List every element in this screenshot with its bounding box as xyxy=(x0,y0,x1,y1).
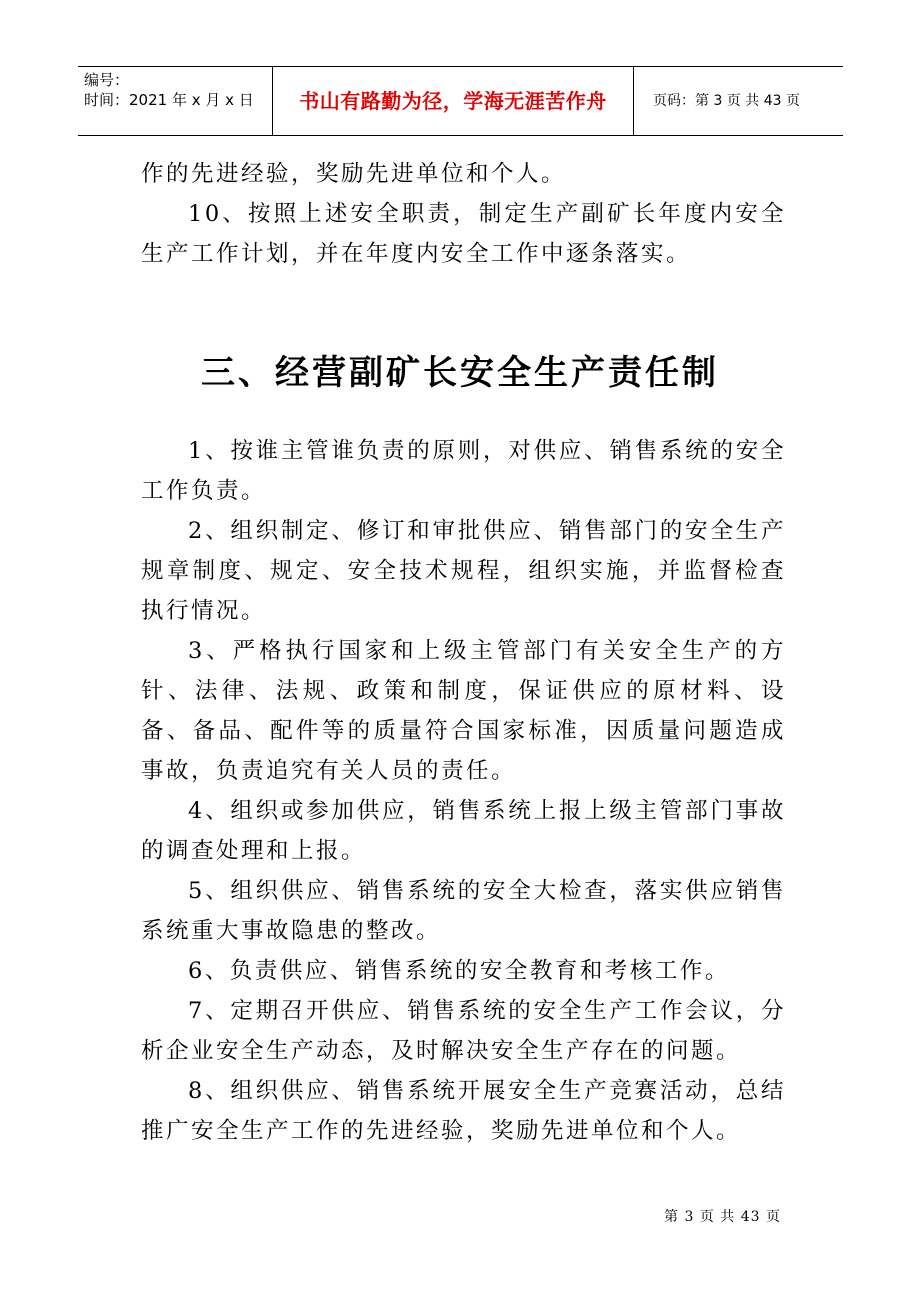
document-time: 时间：2021 年 x 月 x 日 xyxy=(84,91,254,109)
header-motto: 书山有路勤为径，学海无涯苦作舟 xyxy=(299,89,607,113)
list-item: 3、严格执行国家和上级主管部门有关安全生产的方针、法律、法规、政策和制度，保证供应的原材料、设备、备品、配件等的质量符合国家标准，因质量问题造成事故，负责追究有关人员的责任。 xyxy=(141,638,786,784)
body-top xyxy=(141,154,786,274)
paragraph-item-10: 10、按照上述安全职责，制定生产副矿长年度内安全生产工作计划，并在年度内安全工作中逐条落实。 xyxy=(141,201,786,267)
page-header xyxy=(78,66,843,136)
section-title: 三、经营副矿长安全生产责任制 xyxy=(201,353,719,393)
header-page-info xyxy=(643,67,843,135)
list-item: 8、组织供应、销售系统开展安全生产竞赛活动，总结推广安全生产工作的先进经验，奖励先进单位和个人。 xyxy=(141,1078,786,1144)
list-item: 5、组织供应、销售系统的安全大检查，落实供应销售系统重大事故隐患的整改。 xyxy=(141,878,786,944)
header-page-info-text: 页码：第 3 页 共 43 页 xyxy=(653,93,800,109)
list-item: 6、负责供应、销售系统的安全教育和考核工作。 xyxy=(188,958,730,984)
section-items xyxy=(141,431,786,1151)
page-footer: 第 3 页 共 43 页 xyxy=(664,1209,781,1225)
list-item: 7、定期召开供应、销售系统的安全生产工作会议，分析企业安全生产动态，及时解决安全生产存在的问题。 xyxy=(141,998,786,1064)
list-item: 4、组织或参加供应，销售系统上报上级主管部门事故的调查处理和上报。 xyxy=(141,798,786,864)
document-number-label: 编号： xyxy=(84,71,130,89)
list-item: 1、按谁主管谁负责的原则，对供应、销售系统的安全工作负责。 xyxy=(141,438,786,504)
paragraph-continuation: 作的先进经验，奖励先进单位和个人。 xyxy=(141,161,567,187)
list-item: 2、组织制定、修订和审批供应、销售部门的安全生产规章制度、规定、安全技术规程，组织实施，并监督检查执行情况。 xyxy=(141,518,786,624)
header-divider xyxy=(633,67,634,135)
header-meta xyxy=(78,67,272,135)
